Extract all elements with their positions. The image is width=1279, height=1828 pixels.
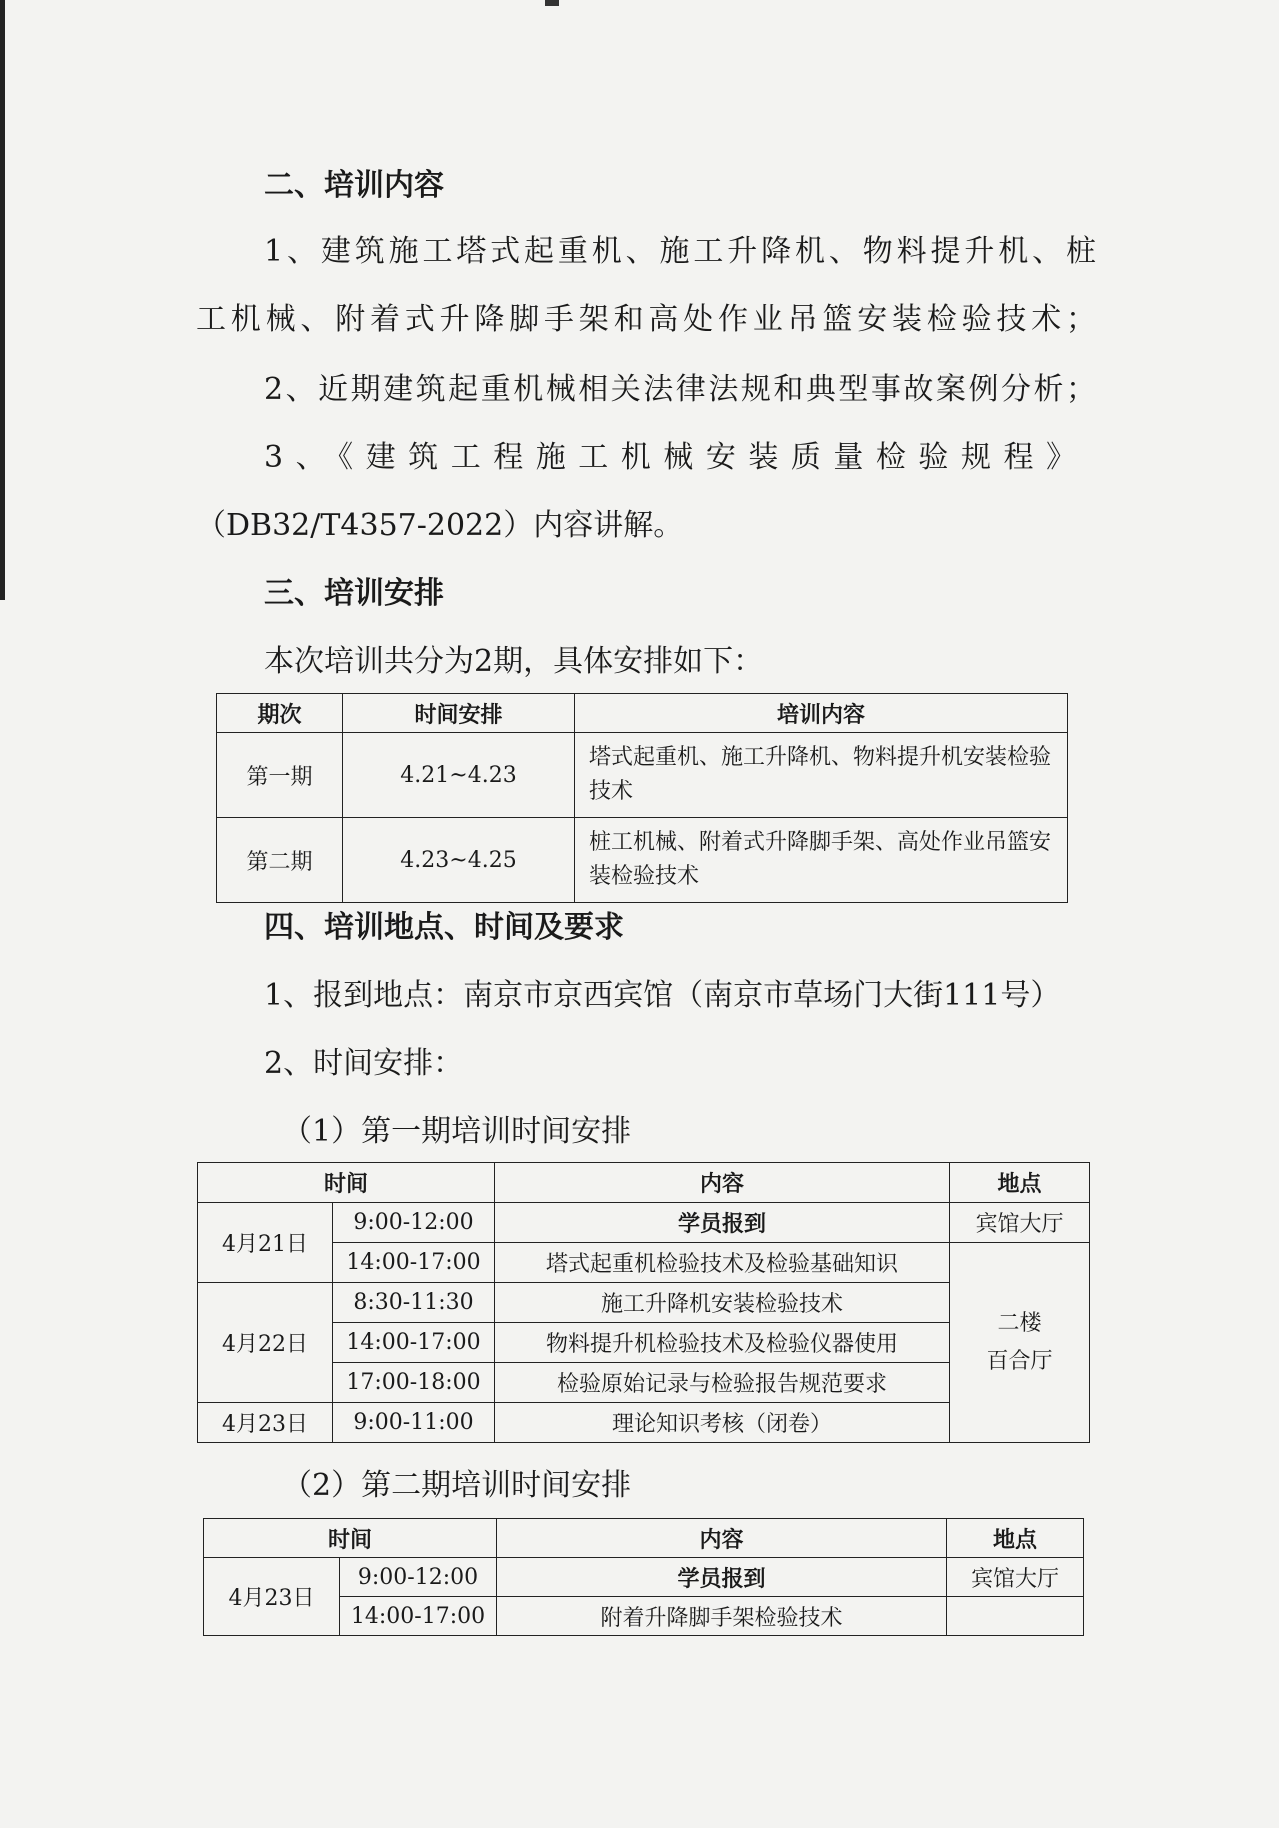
section2-item3-line2: （DB32/T4357-2022）内容讲解。 xyxy=(196,508,684,543)
section4-item1: 1、报到地点：南京市京西宾馆（南京市草场门大街111号） xyxy=(264,978,1061,1013)
header-time: 时间 xyxy=(198,1163,495,1203)
header-time: 时间 xyxy=(204,1519,497,1558)
section2-item1-line2: 工机械、附着式升降脚手架和高处作业吊篮安装检验技术； xyxy=(196,302,1096,337)
time-cell: 14:00-17:00 xyxy=(340,1597,497,1636)
header-period: 期次 xyxy=(217,694,343,733)
header-content: 培训内容 xyxy=(575,694,1068,733)
content-cell: 学员报到 xyxy=(495,1203,950,1243)
dates-cell: 4.23~4.25 xyxy=(343,818,575,903)
table-header-row xyxy=(204,1519,1084,1558)
dates-cell: 4.21~4.23 xyxy=(343,733,575,818)
time-cell: 9:00-12:00 xyxy=(333,1203,495,1243)
date-cell: 4月21日 xyxy=(198,1203,333,1283)
content-cell: 理论知识考核（闭卷） xyxy=(495,1403,950,1443)
period-cell: 第一期 xyxy=(217,733,343,818)
header-content: 内容 xyxy=(495,1163,950,1203)
time-cell: 14:00-17:00 xyxy=(333,1323,495,1363)
location-cell: 宾馆大厅 xyxy=(950,1203,1090,1243)
content-cell: 桩工机械、附着式升降脚手架、高处作业吊篮安装检验技术 xyxy=(575,818,1068,903)
header-dates: 时间安排 xyxy=(343,694,575,733)
section2-heading: 二、培训内容 xyxy=(264,168,444,203)
scan-edge-shadow xyxy=(0,0,5,600)
time-cell: 14:00-17:00 xyxy=(333,1243,495,1283)
table-row xyxy=(217,733,1068,818)
section3-intro: 本次培训共分为2期，具体安排如下： xyxy=(264,644,764,679)
schedule2-table xyxy=(203,1518,1084,1636)
content-cell: 检验原始记录与检验报告规范要求 xyxy=(495,1363,950,1403)
date-cell: 4月23日 xyxy=(204,1558,340,1636)
content-cell: 学员报到 xyxy=(497,1558,947,1597)
location-cell xyxy=(947,1597,1084,1636)
date-cell: 4月23日 xyxy=(198,1403,333,1443)
time-cell: 9:00-12:00 xyxy=(340,1558,497,1597)
scan-top-mark xyxy=(545,0,559,6)
section2-item2: 2、近期建筑起重机械相关法律法规和典型事故案例分析； xyxy=(264,372,1096,407)
schedule2-title: （2）第二期培训时间安排 xyxy=(282,1468,632,1503)
content-cell: 塔式起重机、施工升降机、物料提升机安装检验技术 xyxy=(575,733,1068,818)
table-row xyxy=(217,818,1068,903)
section2-item3-line1: 3、《建筑工程施工机械安装质量检验规程》 xyxy=(264,440,1076,475)
content-cell: 物料提升机检验技术及检验仪器使用 xyxy=(495,1323,950,1363)
table-header-row xyxy=(217,694,1068,733)
time-cell: 9:00-11:00 xyxy=(333,1403,495,1443)
table-header-row xyxy=(198,1163,1090,1203)
content-cell: 附着升降脚手架检验技术 xyxy=(497,1597,947,1636)
table-row xyxy=(204,1558,1084,1597)
header-content: 内容 xyxy=(497,1519,947,1558)
location-cell xyxy=(950,1243,1090,1443)
time-cell: 17:00-18:00 xyxy=(333,1363,495,1403)
location-cell: 宾馆大厅 xyxy=(947,1558,1084,1597)
table-row xyxy=(198,1203,1090,1243)
date-cell: 4月22日 xyxy=(198,1283,333,1403)
header-location: 地点 xyxy=(947,1519,1084,1558)
section2-item1-line1: 1、建筑施工塔式起重机、施工升降机、物料提升机、桩 xyxy=(264,234,1096,269)
schedule1-table xyxy=(197,1162,1090,1443)
section4-heading: 四、培训地点、时间及要求 xyxy=(264,910,624,945)
header-location: 地点 xyxy=(950,1163,1090,1203)
location-line: 百合厅 xyxy=(986,1348,1053,1374)
content-cell: 塔式起重机检验技术及检验基础知识 xyxy=(495,1243,950,1283)
schedule1-title: （1）第一期培训时间安排 xyxy=(282,1114,632,1149)
training-arrangement-table xyxy=(216,693,1068,903)
section3-heading: 三、培训安排 xyxy=(264,576,444,611)
location-line: 二楼 xyxy=(997,1310,1042,1336)
time-cell: 8:30-11:30 xyxy=(333,1283,495,1323)
period-cell: 第二期 xyxy=(217,818,343,903)
section4-item2: 2、时间安排： xyxy=(264,1046,464,1081)
content-cell: 施工升降机安装检验技术 xyxy=(495,1283,950,1323)
